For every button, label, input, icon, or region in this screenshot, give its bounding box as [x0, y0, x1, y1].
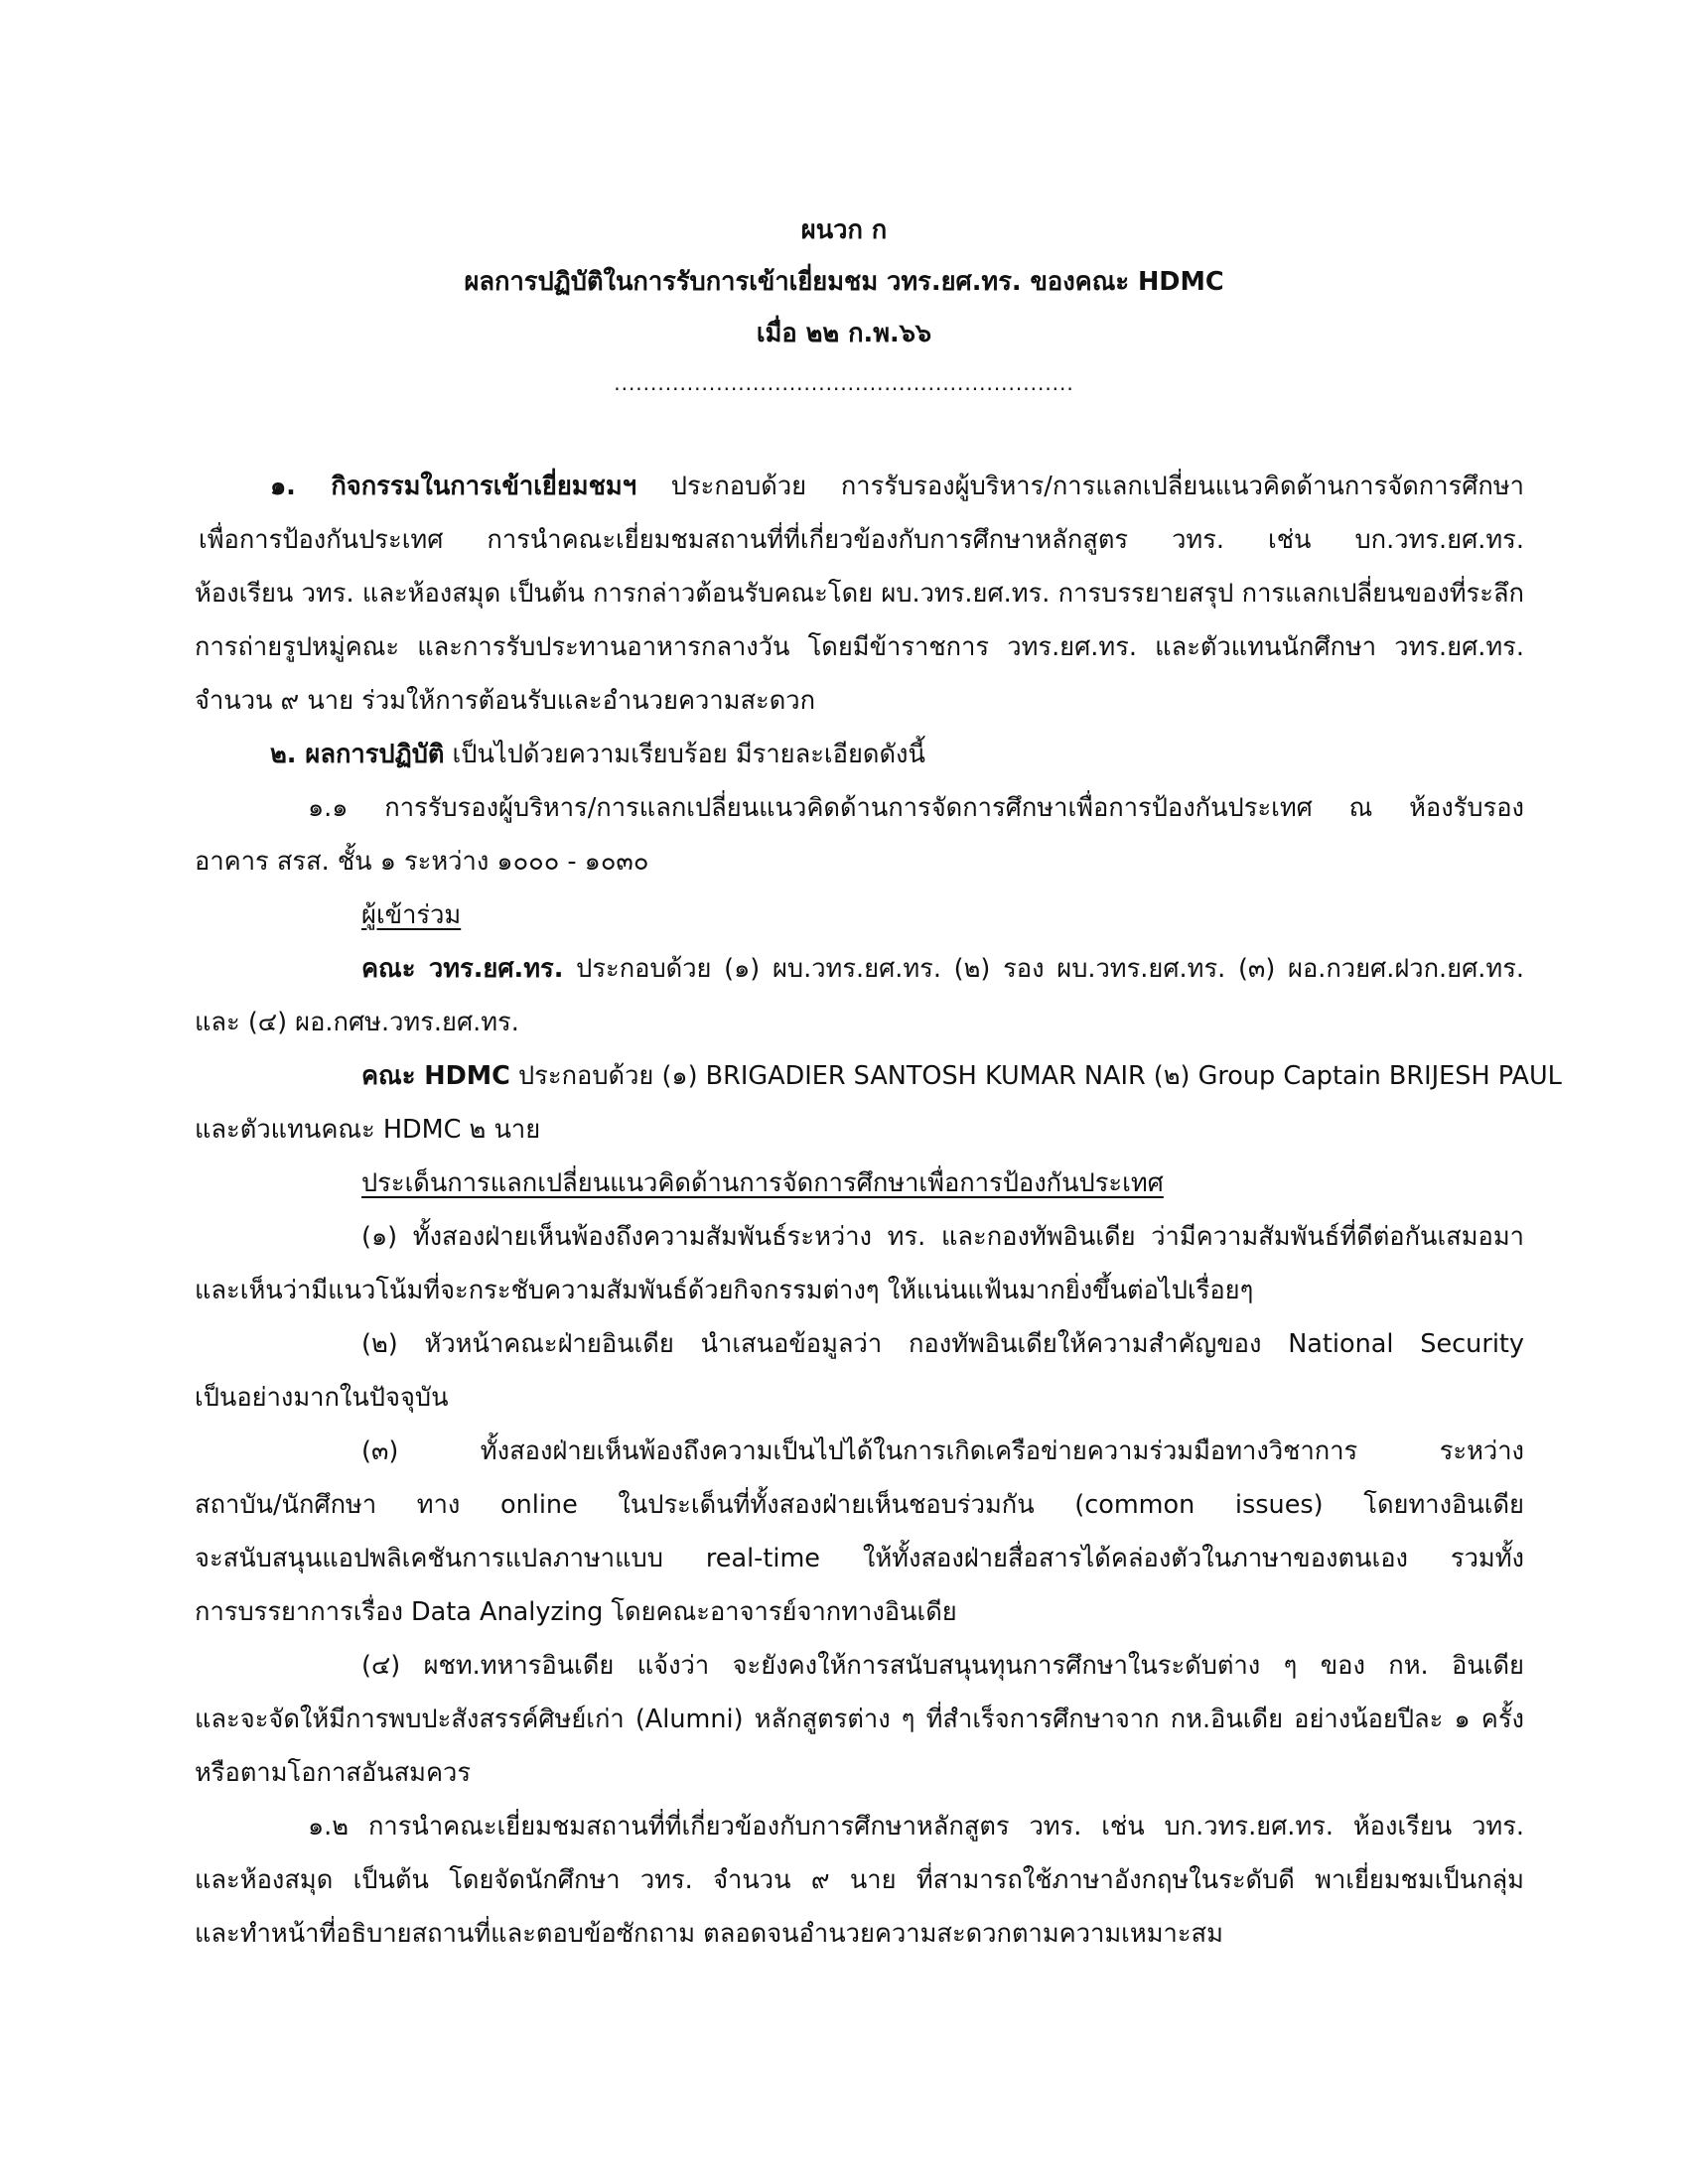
- divider-dots: ...............................................................: [614, 371, 1074, 395]
- section-1-line-5: จำนวน ๙ นาย ร่วมให้การต้อนรับและอำนวยความสะดวก: [195, 686, 816, 716]
- topic-2-line-1: (๒) หัวหน้าคณะฝ่ายอินเดีย นำเสนอข้อมูลว่า กองทัพอินเดียให้ความสำคัญของ National Security: [361, 1329, 1524, 1359]
- section-1-line-4: การถ่ายรูปหมู่คณะ และการรับประทานอาหารกลางวัน โดยมีข้าราชการ วทร.ยศ.ทร. และตัวแทนนักศึกษา วทร.ยศ.ทร.: [195, 632, 1524, 662]
- topic-1-line-2: และเห็นว่ามีแนวโน้มที่จะกระชับความสัมพันธ์ด้วยกิจกรรมต่างๆ ให้แน่นแฟ้นมากยิ่งขึ้นต่อไปเรื่อยๆ: [195, 1276, 1254, 1305]
- item-1-1-line-1: ๑.๑ การรับรองผู้บริหาร/การแลกเปลี่ยนแนวคิดด้านการจัดการศึกษาเพื่อการป้องกันประเทศ ณ ห้องรับรอง: [308, 793, 1524, 823]
- section-1-line-2: เพื่อการป้องกันประเทศ การนำคณะเยี่ยมชมสถานที่ที่เกี่ยวข้องกับการศึกษาหลักสูตร วทร. เช่น บก.วทร.ยศ.ทร.: [199, 525, 1524, 555]
- item-1-2-line-2: และห้องสมุด เป็นต้น โดยจัดนักศึกษา วทร. จำนวน ๙ นาย ที่สามารถใช้ภาษาอังกฤษในระดับดี พาเยี่ยมชมเป็นกลุ่ม: [195, 1865, 1524, 1895]
- document-date: เมื่อ ๒๒ ก.พ.๖๖: [756, 319, 932, 348]
- thai-delegation-line-1: คณะ วทร.ยศ.ทร. ประกอบด้วย (๑) ผบ.วทร.ยศ.ทร. (๒) รอง ผบ.วทร.ยศ.ทร. (๓) ผอ.กวยศ.ฝวก.ยศ.ทร.: [361, 954, 1525, 984]
- topic-3-line-1: (๓) ทั้งสองฝ่ายเห็นพ้องถึงความเป็นไปได้ในการเกิดเครือข่ายความร่วมมือทางวิชาการ ระหว่าง: [361, 1436, 1524, 1466]
- section-1-line-3: ห้องเรียน วทร. และห้องสมุด เป็นต้น การกล่าวต้อนรับคณะโดย ผบ.วทร.ยศ.ทร. การบรรยายสรุป การแลกเปลี่ยนของที่ระลึก: [195, 579, 1524, 609]
- topic-4-line-1: (๔) ผชท.ทหารอินเดีย แจ้งว่า จะยังคงให้การสนับสนุนทุนการศึกษาในระดับต่าง ๆ ของ กห. อินเดีย: [361, 1651, 1524, 1681]
- topic-2-line-2: เป็นอย่างมากในปัจจุบัน: [195, 1383, 449, 1413]
- section-1-line-1: ๑. กิจกรรมในการเข้าเยี่ยมชมฯ ประกอบด้วย การรับรองผู้บริหาร/การแลกเปลี่ยนแนวคิดด้านการจัดการศึกษา: [270, 472, 1525, 501]
- exchange-topics-heading: ประเด็นการแลกเปลี่ยนแนวคิดด้านการจัดการศึกษาเพื่อการป้องกันประเทศ: [361, 1168, 1164, 1198]
- section-2-heading: ๒. ผลการปฏิบัติ เป็นไปด้วยความเรียบร้อย มีรายละเอียดดังนี้: [270, 740, 925, 769]
- topic-4-line-2: และจะจัดให้มีการพบปะสังสรรค์ศิษย์เก่า (Alumni) หลักสูตรต่าง ๆ ที่สำเร็จการศึกษาจาก กห.อินเดีย อย่างน้อยปีละ ๑ ครั้ง: [195, 1705, 1524, 1734]
- topic-4-line-3: หรือตามโอกาสอันสมควร: [195, 1758, 472, 1788]
- topic-3-line-3: จะสนับสนุนแอปพลิเคชันการแปลภาษาแบบ real-time ให้ทั้งสองฝ่ายสื่อสารได้คล่องตัวในภาษาของตนเอง รวมทั้ง: [195, 1544, 1524, 1573]
- participants-heading: ผู้เข้าร่วม: [361, 900, 462, 930]
- document-title: ผลการปฏิบัติในการรับการเข้าเยี่ยมชม วทร.ยศ.ทร. ของคณะ HDMC: [464, 267, 1224, 297]
- thai-delegation-line-2: และ (๔) ผอ.กศษ.วทร.ยศ.ทร.: [195, 1008, 519, 1037]
- hdmc-delegation-line-1: คณะ HDMC ประกอบด้วย (๑) BRIGADIER SANTOSH KUMAR NAIR (๒) Group Captain BRIJESH PAUL: [361, 1061, 1562, 1091]
- topic-3-line-4: การบรรยาการเรื่อง Data Analyzing โดยคณะอาจารย์จากทางอินเดีย: [195, 1597, 957, 1627]
- annex-heading: ผนวก ก: [800, 215, 888, 245]
- item-1-2-line-1: ๑.๒ การนำคณะเยี่ยมชมสถานที่ที่เกี่ยวข้องกับการศึกษาหลักสูตร วทร. เช่น บก.วทร.ยศ.ทร. ห้องเรียน วทร.: [308, 1812, 1524, 1842]
- item-1-1-line-2: อาคาร สรส. ชั้น ๑ ระหว่าง ๑๐๐๐ - ๑๐๓๐: [195, 847, 649, 877]
- topic-1-line-1: (๑) ทั้งสองฝ่ายเห็นพ้องถึงความสัมพันธ์ระหว่าง ทร. และกองทัพอินเดีย ว่ามีความสัมพันธ์ที่ดีต่อกันเสมอมา: [361, 1222, 1524, 1252]
- topic-3-line-2: สถาบัน/นักศึกษา ทาง online ในประเด็นที่ทั้งสองฝ่ายเห็นชอบร่วมกัน (common issues) โดยทางอินเดีย: [195, 1490, 1524, 1520]
- hdmc-delegation-line-2: และตัวแทนคณะ HDMC ๒ นาย: [195, 1115, 541, 1145]
- item-1-2-line-3: และทำหน้าที่อธิบายสถานที่และตอบข้อซักถาม ตลอดจนอำนวยความสะดวกตามความเหมาะสม: [195, 1919, 1223, 1949]
